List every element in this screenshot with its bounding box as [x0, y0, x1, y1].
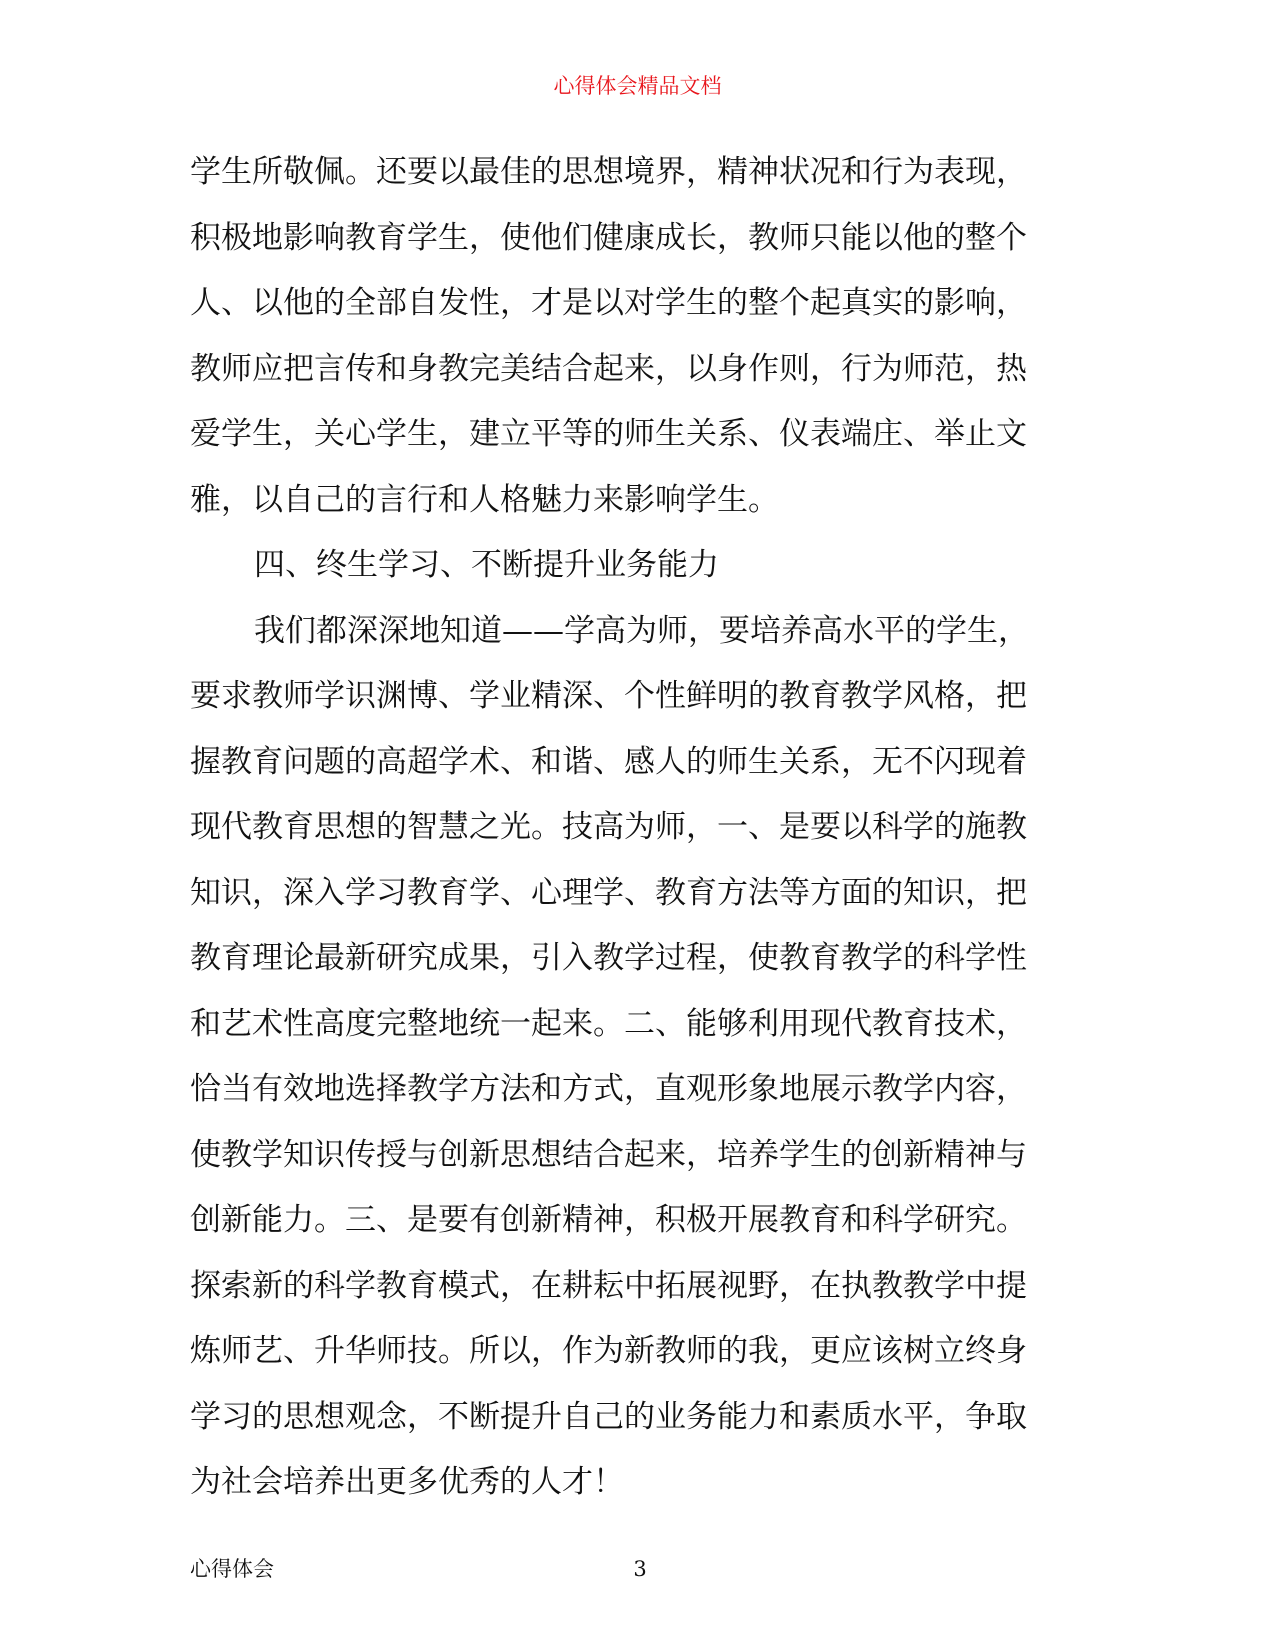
page-number: 3	[633, 1557, 647, 1581]
body-line: 握教育问题的高超学术、和谐、感人的师生关系，无不闪现着	[190, 743, 1027, 780]
body-line: 人、以他的全部自发性，才是以对学生的整个起真实的影响，	[190, 285, 1027, 321]
body-line: 知识，深入学习教育学、心理学、教育方法等方面的知识，把	[190, 874, 1027, 911]
body-line: 恰当有效地选择教学方法和方式，直观形象地展示教学内容，	[190, 1071, 1027, 1107]
body-line: 现代教育思想的智慧之光。技高为师，一、是要以科学的施教	[190, 809, 1027, 845]
body-line: 积极地影响教育学生，使他们健康成长，教师只能以他的整个	[190, 219, 1027, 256]
body-line: 和艺术性高度完整地统一起来。二、能够利用现代教育技术，	[190, 1005, 1027, 1042]
section-heading: 四、终生学习、不断提升业务能力	[254, 547, 719, 583]
body-line: 探索新的科学教育模式，在耕耘中拓展视野，在执教教学中提	[190, 1267, 1027, 1304]
footer-label: 心得体会	[190, 1557, 274, 1581]
body-line: 教师应把言传和身教完美结合起来，以身作则，行为师范，热	[190, 350, 1027, 387]
body-line: 炼师艺、升华师技。所以，作为新教师的我，更应该树立终身	[190, 1333, 1027, 1369]
document-body	[190, 140, 1090, 1516]
body-line: 我们都深深地知道——学高为师，要培养高水平的学生，	[254, 612, 1029, 649]
body-line: 学生所敬佩。还要以最佳的思想境界，精神状况和行为表现，	[190, 154, 1027, 190]
body-line: 教育理论最新研究成果，引入教学过程，使教育教学的科学性	[190, 940, 1027, 976]
body-line: 要求教师学识渊博、学业精深、个性鲜明的教育教学风格，把	[190, 678, 1027, 714]
body-line: 创新能力。三、是要有创新精神，积极开展教育和科学研究。	[190, 1202, 1027, 1238]
document-header-title: 心得体会精品文档	[553, 74, 722, 98]
body-line: 雅，以自己的言行和人格魅力来影响学生。	[190, 481, 779, 518]
body-line: 学习的思想观念，不断提升自己的业务能力和素质水平，争取	[190, 1398, 1027, 1435]
body-line: 使教学知识传授与创新思想结合起来，培养学生的创新精神与	[190, 1136, 1027, 1173]
body-line: 为社会培养出更多优秀的人才！	[190, 1464, 624, 1500]
body-line: 爱学生，关心学生，建立平等的师生关系、仪表端庄、举止文	[190, 416, 1027, 452]
